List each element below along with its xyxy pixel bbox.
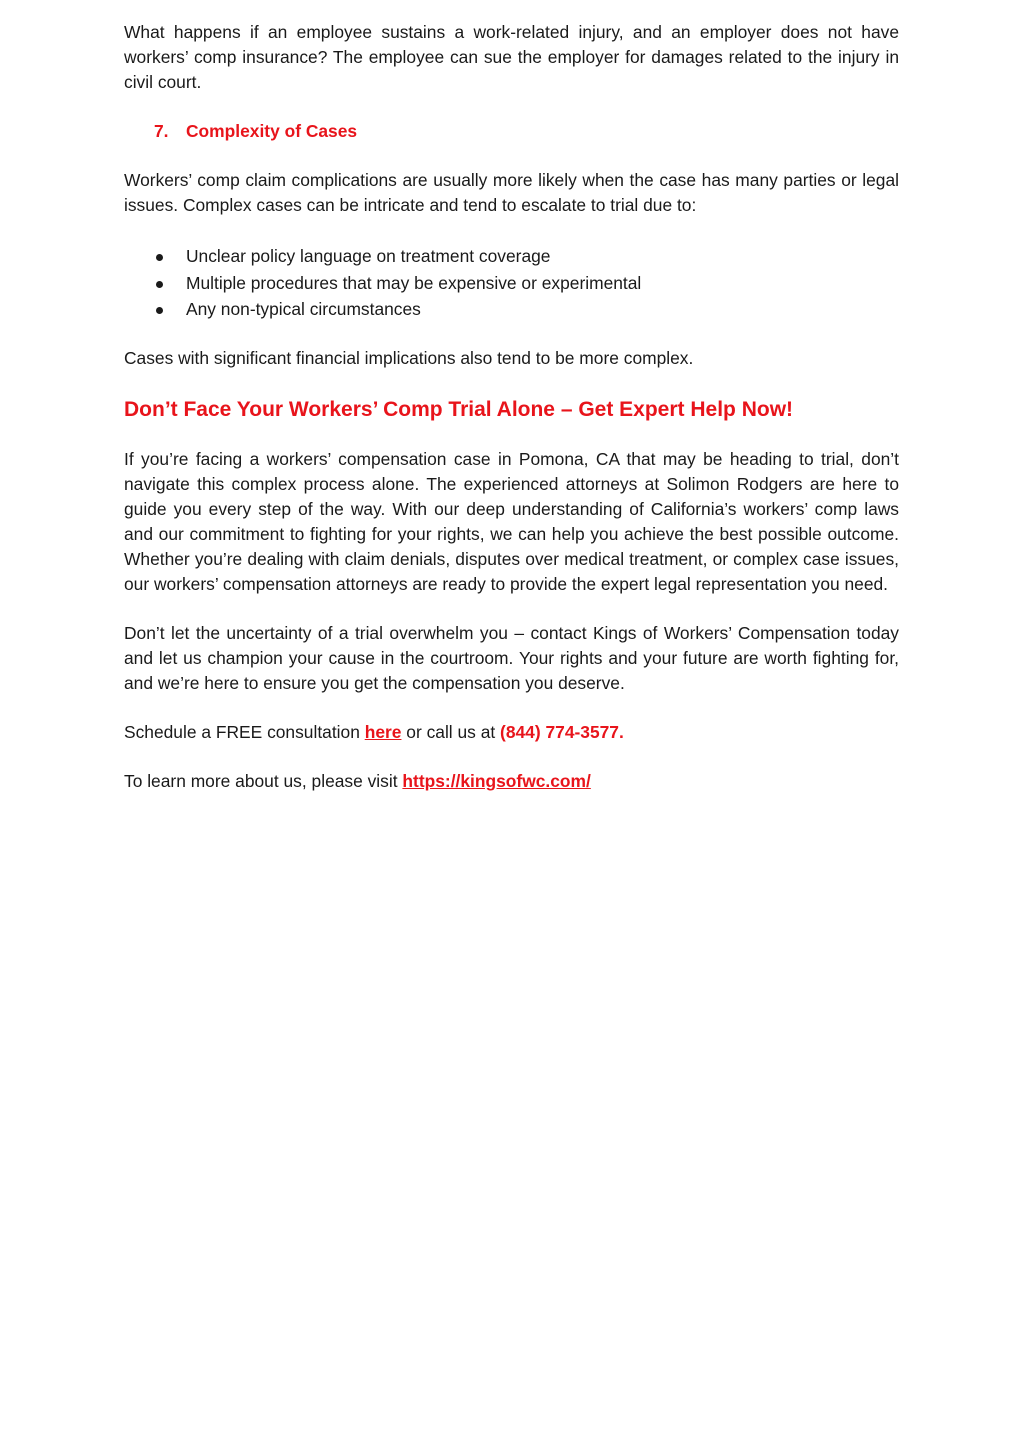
spacer	[124, 597, 899, 621]
complexity-bullet-list	[124, 243, 899, 323]
list-item	[124, 296, 899, 323]
spacer	[124, 95, 899, 119]
learn-prefix-text: To learn more about us, please visit	[124, 770, 403, 791]
intro-paragraph: What happens if an employee sustains a work-related injury, and an employer does not have workers’ comp insurance? The employee can sue the employer for damages related to the injury in civil court.	[124, 22, 899, 92]
spacer	[124, 696, 899, 720]
cta-paragraph-2: Don’t let the uncertainty of a trial overwhelm you – contact Kings of Workers’ Compensation today and let us champion your cause in the courtroom. Your rights and your future are worth fighting for, and we’re here to ensure you get the compensation you deserve.	[124, 622, 899, 693]
learn-more-line	[124, 769, 899, 794]
schedule-line	[124, 720, 899, 745]
cta-heading: Don’t Face Your Workers’ Comp Trial Alone – Get Expert Help Now!	[124, 397, 794, 421]
list-item-text: Multiple procedures that may be expensive or experimental	[186, 272, 642, 293]
document-page	[124, 20, 899, 794]
bullet-icon	[156, 307, 163, 314]
section-title: Complexity of Cases	[186, 121, 358, 141]
spacer	[124, 323, 899, 346]
website-link[interactable]: https://kingsofwc.com/	[402, 770, 591, 791]
cta-paragraph-1: If you’re facing a workers’ compensation case in Pomona, CA that may be heading to trial, don’t navigate this complex process alone. The experienced attorneys at Solimon Rodgers are here to guide you every step of the way. With our deep understanding of California’s workers’ comp laws and our commitment to fighting for your rights, we can help you achieve the best possible outcome. Whether you’re dealing with claim denials, disputes over medical treatment, or complex case issues, our workers’ compensation attorneys are ready to provide the expert legal representation you need.	[124, 448, 899, 594]
spacer	[124, 425, 899, 447]
spacer	[124, 144, 899, 168]
schedule-middle-text: or call us at	[401, 721, 501, 742]
list-item-text: Any non-typical circumstances	[186, 299, 421, 319]
spacer	[124, 745, 899, 769]
spacer	[124, 218, 899, 243]
bullet-icon	[156, 254, 163, 261]
list-item-text: Unclear policy language on treatment coverage	[186, 246, 551, 266]
phone-number: (844) 774-3577.	[500, 721, 624, 742]
bullet-icon	[156, 281, 163, 288]
consultation-here-link[interactable]: here	[364, 721, 402, 742]
list-item	[124, 270, 899, 297]
complexity-paragraph: Workers’ comp claim complications are usually more likely when the case has many parties or legal issues. Complex cases can be intricate and tend to escalate to trial due to:	[124, 170, 899, 215]
section-number: 7.	[154, 121, 169, 141]
schedule-prefix-text: Schedule a FREE consultation	[124, 721, 365, 742]
list-item	[124, 243, 899, 270]
section-heading-complexity	[124, 119, 899, 144]
spacer	[124, 371, 899, 395]
complexity-closing-paragraph: Cases with significant financial implications also tend to be more complex.	[124, 347, 694, 368]
